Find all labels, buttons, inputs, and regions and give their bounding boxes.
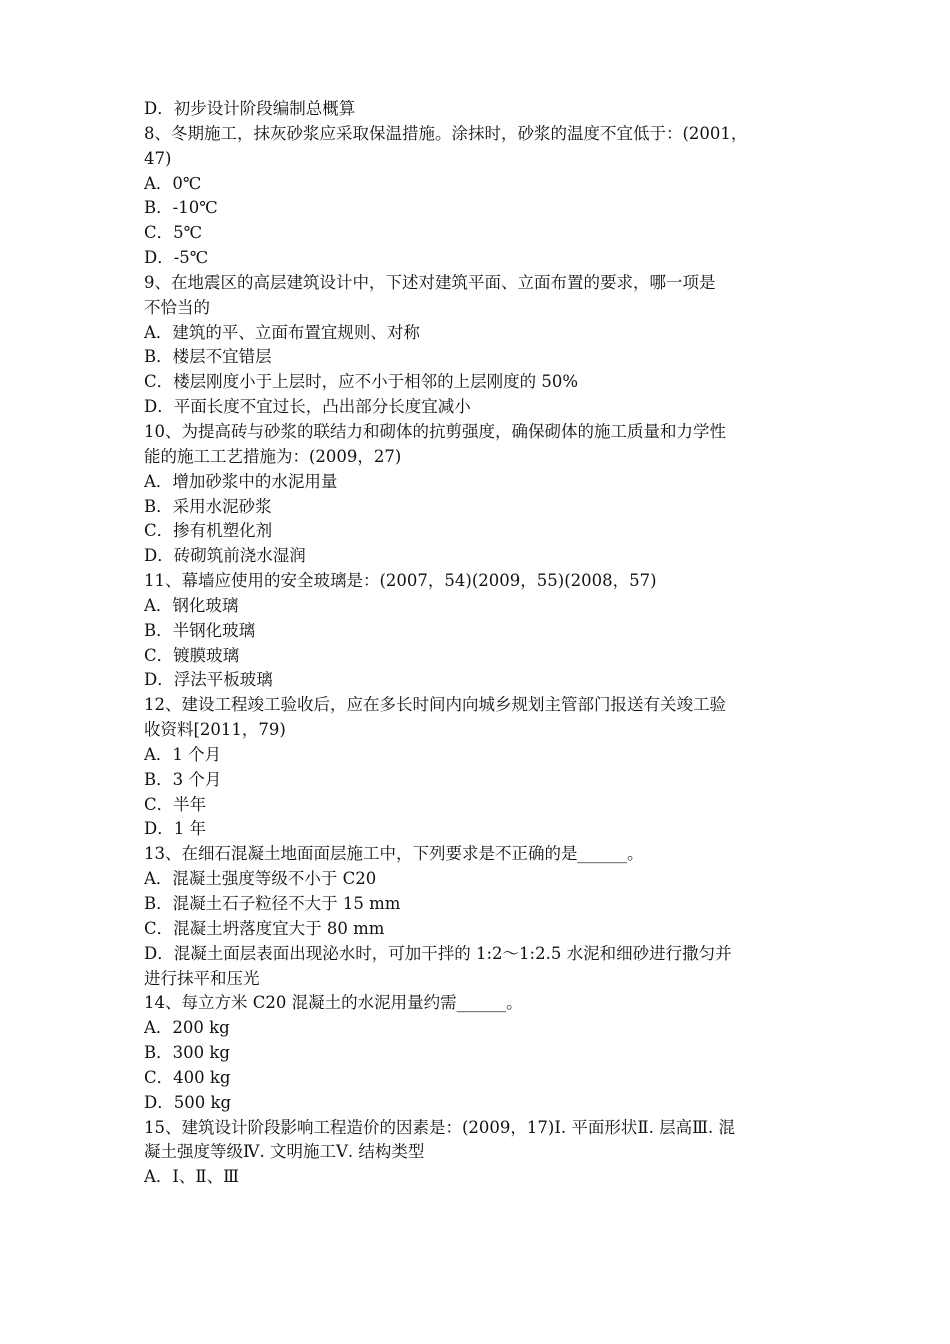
- text-line: D．500 kg: [144, 1092, 232, 1112]
- text-line: A．0℃: [144, 173, 202, 193]
- text-line: C．400 kg: [144, 1067, 231, 1087]
- text-line: 不恰当的: [144, 297, 210, 317]
- text-line: D．混凝土面层表面出现泌水时，可加干拌的 1:2～1:2.5 水泥和细砂进行撒匀并: [144, 943, 732, 963]
- text-line: D．-5℃: [144, 248, 209, 268]
- text-line: 8、冬期施工，抹灰砂浆应采取保温措施。涂抹时，砂浆的温度不宜低于：(2001，: [144, 123, 748, 143]
- text-line: C．掺有机塑化剂: [144, 521, 273, 541]
- text-line: A．钢化玻璃: [144, 595, 239, 615]
- text-line: A．200 kg: [144, 1018, 230, 1038]
- text-line: 13、在细石混凝土地面面层施工中，下列要求是不正确的是______。: [144, 844, 644, 864]
- text-line: B．300 kg: [144, 1043, 230, 1063]
- text-line: D．砖砌筑前浇水湿润: [144, 546, 306, 566]
- text-line: 能的施工工艺措施为：(2009，27): [144, 446, 402, 466]
- text-line: 收资料[2011，79): [144, 720, 286, 740]
- text-line: C．混凝土坍落度宜大于 80 mm: [144, 918, 385, 938]
- text-line: B．采用水泥砂浆: [144, 496, 272, 516]
- text-line: B．-10℃: [144, 198, 218, 218]
- text-line: A．Ⅰ、Ⅱ、Ⅲ: [144, 1167, 240, 1187]
- text-line: C．5℃: [144, 223, 203, 243]
- text-line: A．混凝土强度等级不小于 C20: [144, 869, 377, 889]
- text-line: C．楼层刚度小于上层时，应不小于相邻的上层刚度的 50%: [144, 372, 579, 392]
- text-line: A．增加砂浆中的水泥用量: [144, 471, 338, 491]
- text-line: A．1 个月: [144, 744, 222, 764]
- text-line: C．半年: [144, 794, 207, 814]
- text-line: 12、建设工程竣工验收后，应在多长时间内向城乡规划主管部门报送有关竣工验: [144, 695, 726, 715]
- text-line: D．初步设计阶段编制总概算: [144, 99, 356, 118]
- text-line: 15、建筑设计阶段影响工程造价的因素是：(2009，17)Ⅰ. 平面形状Ⅱ. 层高Ⅲ. 混: [144, 1117, 735, 1137]
- text-line: B．混凝土石子粒径不大于 15 mm: [144, 894, 401, 913]
- text-line: 14、每立方米 C20 混凝土的水泥用量约需______。: [144, 993, 523, 1013]
- text-line: 47): [144, 148, 172, 168]
- text-line: D．浮法平板玻璃: [144, 670, 273, 690]
- text-line: 9、在地震区的高层建筑设计中，下述对建筑平面、立面布置的要求，哪一项是: [144, 272, 716, 292]
- text-line: B．楼层不宜错层: [144, 347, 272, 367]
- text-line: D．平面长度不宜过长，凸出部分长度宜减小: [144, 397, 471, 417]
- text-line: 凝土强度等级Ⅳ. 文明施工Ⅴ. 结构类型: [144, 1142, 425, 1162]
- document-text-body: [144, 97, 810, 1190]
- text-line: B．3 个月: [144, 769, 222, 789]
- text-line: 11、幕墙应使用的安全玻璃是：(2007，54)(2009，55)(2008，57): [144, 571, 657, 591]
- text-line: C．镀膜玻璃: [144, 645, 240, 665]
- text-line: 10、为提高砖与砂浆的联结力和砌体的抗剪强度，确保砌体的施工质量和力学性: [144, 421, 726, 441]
- text-line: 进行抹平和压光: [144, 968, 260, 988]
- text-line: B．半钢化玻璃: [144, 620, 256, 640]
- text-line: D．1 年: [144, 819, 206, 839]
- text-line: A．建筑的平、立面布置宜规则、对称: [144, 322, 420, 342]
